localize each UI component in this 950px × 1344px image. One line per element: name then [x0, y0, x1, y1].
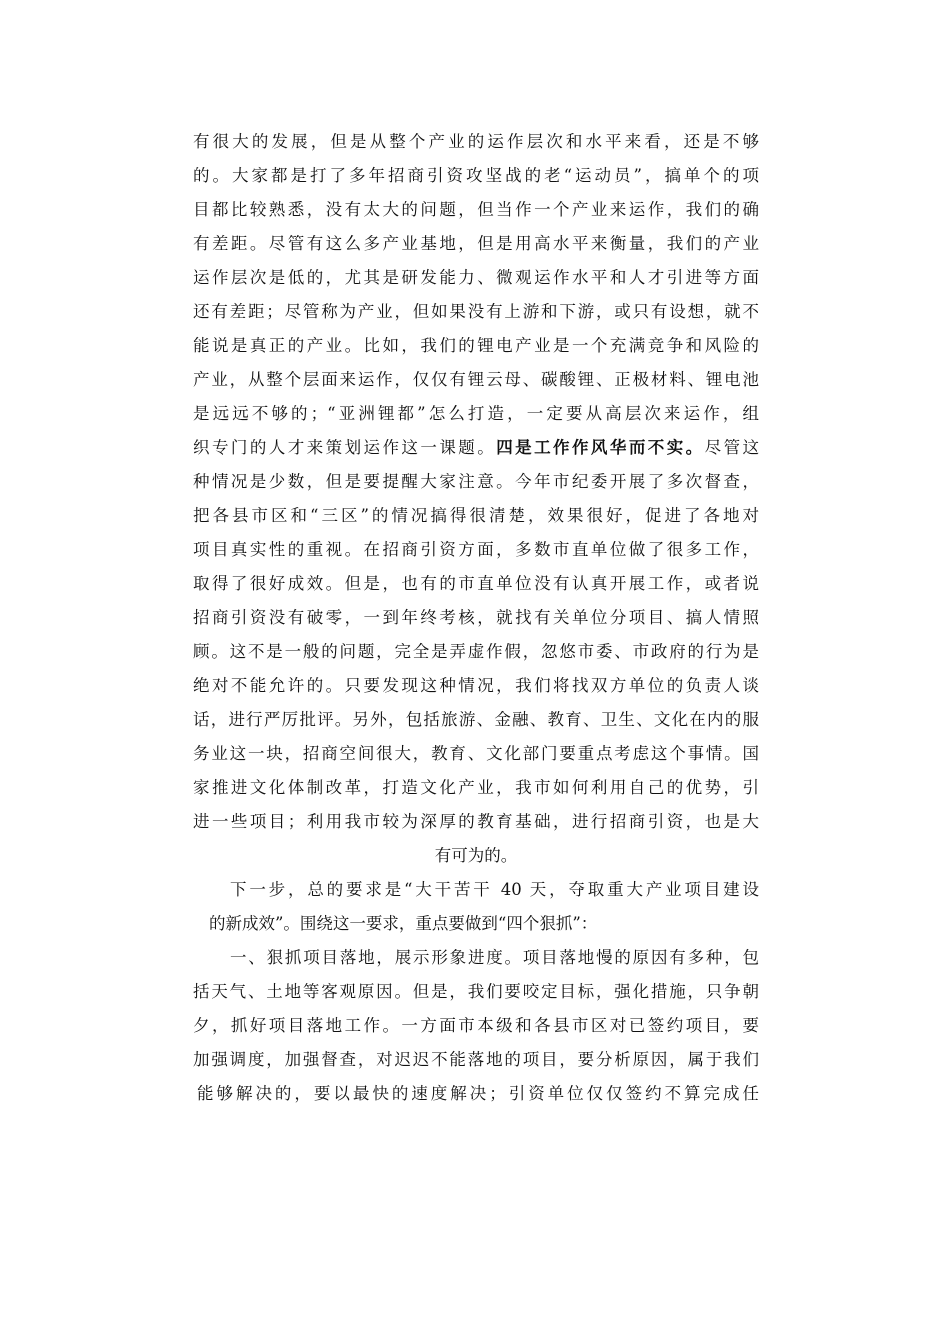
text-line: 话，进行严厉批评。另外，包括旅游、金融、教育、卫生、文化在内的服 — [193, 710, 759, 729]
text-line-indented: 下一步，总的要求是“大干苦干 40 天，夺取重大产业项目建设 — [230, 880, 759, 899]
text-line: 家推进文化体制改革，打造文化产业，我市如何利用自己的优势，引 — [193, 778, 759, 797]
text-line: 的新成效”。围绕这一要求，重点要做到“四个狠抓”： — [209, 914, 598, 933]
text-line: 项目真实性的重视。在招商引资方面，多数市直单位做了很多工作， — [193, 540, 759, 559]
text-line: 还有差距；尽管称为产业，但如果没有上游和下游，或只有设想，就不 — [193, 302, 759, 321]
text-line-with-bold — [193, 433, 759, 463]
text-line: 取得了很好成效。但是，也有的市直单位没有认真开展工作，或者说 — [193, 574, 759, 593]
text-line: 运作层次是低的，尤其是研发能力、微观运作水平和人才引进等方面 — [193, 268, 759, 287]
text-line: 的。大家都是打了多年招商引资攻坚战的老“运动员”，搞单个的项 — [193, 166, 759, 185]
text-line: 有很大的发展，但是从整个产业的运作层次和水平来看，还是不够 — [193, 132, 759, 151]
text-line: 绝对不能允许的。只要发现这种情况，我们将找双方单位的负责人谈 — [193, 676, 759, 695]
text-line: 务业这一块，招商空间很大，教育、文化部门要重点考虑这个事情。国 — [193, 744, 759, 763]
text-line: 把各县市区和“三区”的情况搞得很清楚，效果很好，促进了各地对 — [193, 506, 759, 525]
text-run: 尽管这 — [704, 438, 760, 457]
text-run: 织专门的人才来策划运作这一课题。 — [193, 438, 497, 457]
text-line: 目都比较熟悉，没有太大的问题，但当作一个产业来运作，我们的确 — [193, 200, 759, 219]
text-line: 有差距。尽管有这么多产业基地，但是用高水平来衡量，我们的产业 — [193, 234, 759, 253]
text-line: 括天气、土地等客观原因。但是，我们要咬定目标，强化措施，只争朝 — [193, 982, 759, 1001]
text-line: 招商引资没有破零，一到年终考核，就找有关单位分项目、搞人情照 — [193, 608, 759, 627]
text-line: 能说是真正的产业。比如，我们的锂电产业是一个充满竞争和风险的 — [193, 336, 759, 355]
text-line: 种情况是少数，但是要提醒大家注意。今年市纪委开展了多次督查， — [193, 472, 759, 491]
text-line: 顾。这不是一般的问题，完全是弄虚作假，忽悠市委、市政府的行为是 — [193, 642, 759, 661]
text-line: 是远远不够的；“亚洲锂都”怎么打造，一定要从高层次来运作，组 — [193, 404, 759, 423]
text-line: 能够解决的，要以最快的速度解决；引资单位仅仅签约不算完成任 — [197, 1084, 759, 1103]
text-line: 产业，从整个层面来运作，仅仅有锂云母、碳酸锂、正极材料、锂电池 — [193, 370, 759, 389]
text-line: 加强调度，加强督查，对迟迟不能落地的项目，要分析原因，属于我们 — [193, 1050, 759, 1069]
text-line-last: 有可为的。 — [434, 846, 518, 865]
text-line: 进一些项目；利用我市较为深厚的教育基础，进行招商引资，也是大 — [193, 812, 759, 831]
text-line-indented: 一、狠抓项目落地，展示形象进度。项目落地慢的原因有多种，包 — [230, 948, 759, 967]
bold-heading-run: 四是工作作风华而不实。 — [496, 438, 705, 457]
text-line: 夕，抓好项目落地工作。一方面市本级和各县市区对已签约项目，要 — [193, 1016, 759, 1035]
